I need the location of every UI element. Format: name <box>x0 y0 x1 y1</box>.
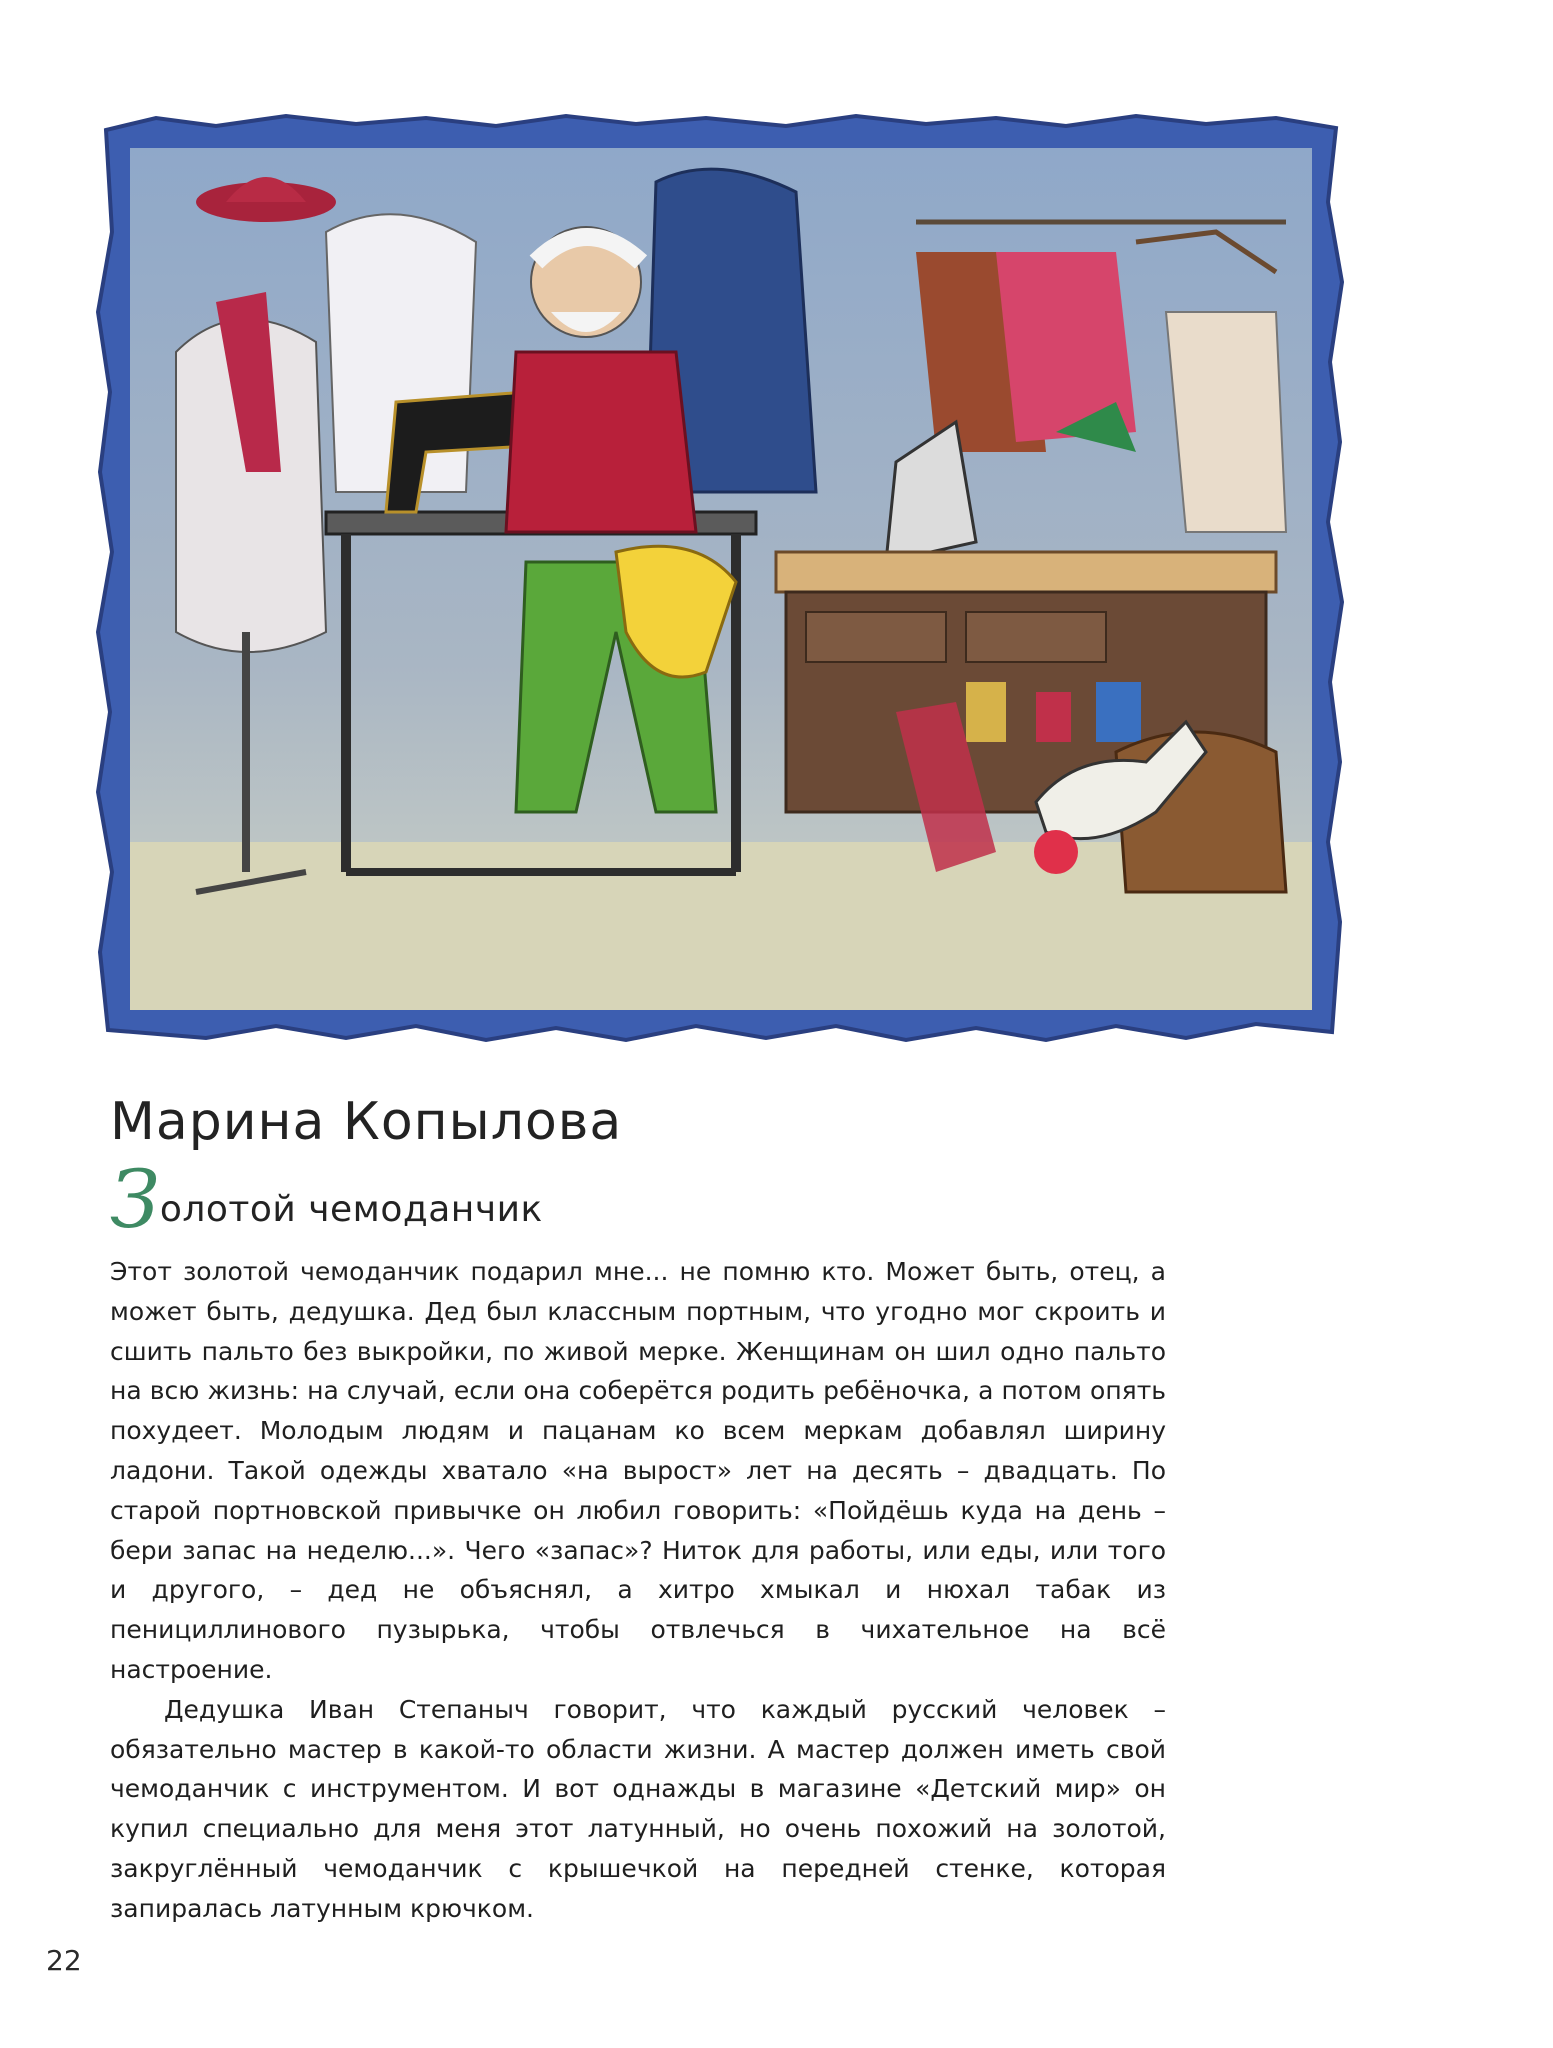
illustration <box>96 112 1346 1046</box>
workbench-top <box>776 552 1276 592</box>
tailor-workshop-image <box>96 112 1346 1046</box>
story-body <box>110 1252 1166 1929</box>
red-vest <box>506 352 696 532</box>
author-name: Марина Копылова <box>110 1092 623 1152</box>
fabric-roll <box>1166 312 1286 532</box>
paragraph-1: Этот золотой чемоданчик подарил мне... не помню кто. Может быть, отец, а может быть, дедушка. Дед был классным портным, что угодно мог скроить и сшить пальто без выкройки, по живой мерке. Женщинам он шил одно пальто на всю жизнь: на случай, если она соберётся родить ребёночка, а потом опять похудеет. Молодым людям и пацанам ко всем меркам добавлял ширину ладони. Такой одежды хватало «на вырост» лет на десять – двадцать. По старой портновской привычке он любил говорить: «Пойдёшь куда на день – бери запас на неделю...». Чего «запас»? Ниток для работы, или еды, или того и другого, – дед не объяснял, а хитро хмыкал и нюхал табак из пенициллинового пузырька, чтобы отвлечься в чихательное на всё настроение. <box>110 1257 1166 1684</box>
yarn-ball <box>1034 830 1078 874</box>
thread-spool <box>966 682 1006 742</box>
page-number: 22 <box>46 1944 82 1977</box>
title-rest: олотой чемоданчик <box>159 1189 543 1230</box>
paragraph-2: Дедушка Иван Степаныч говорит, что каждый русский человек – обязательно мастер в какой-то области жизни. А мастер должен иметь свой чемоданчик с инструментом. И вот однажды в магазине «Детский мир» он купил специально для меня этот латунный, но очень похожий на золотой, закруглённый чемоданчик с крышечкой на передней стенке, которая запиралась латунным крючком. <box>110 1694 1166 1923</box>
story-title <box>110 1153 543 1246</box>
title-initial: З <box>110 1153 160 1246</box>
